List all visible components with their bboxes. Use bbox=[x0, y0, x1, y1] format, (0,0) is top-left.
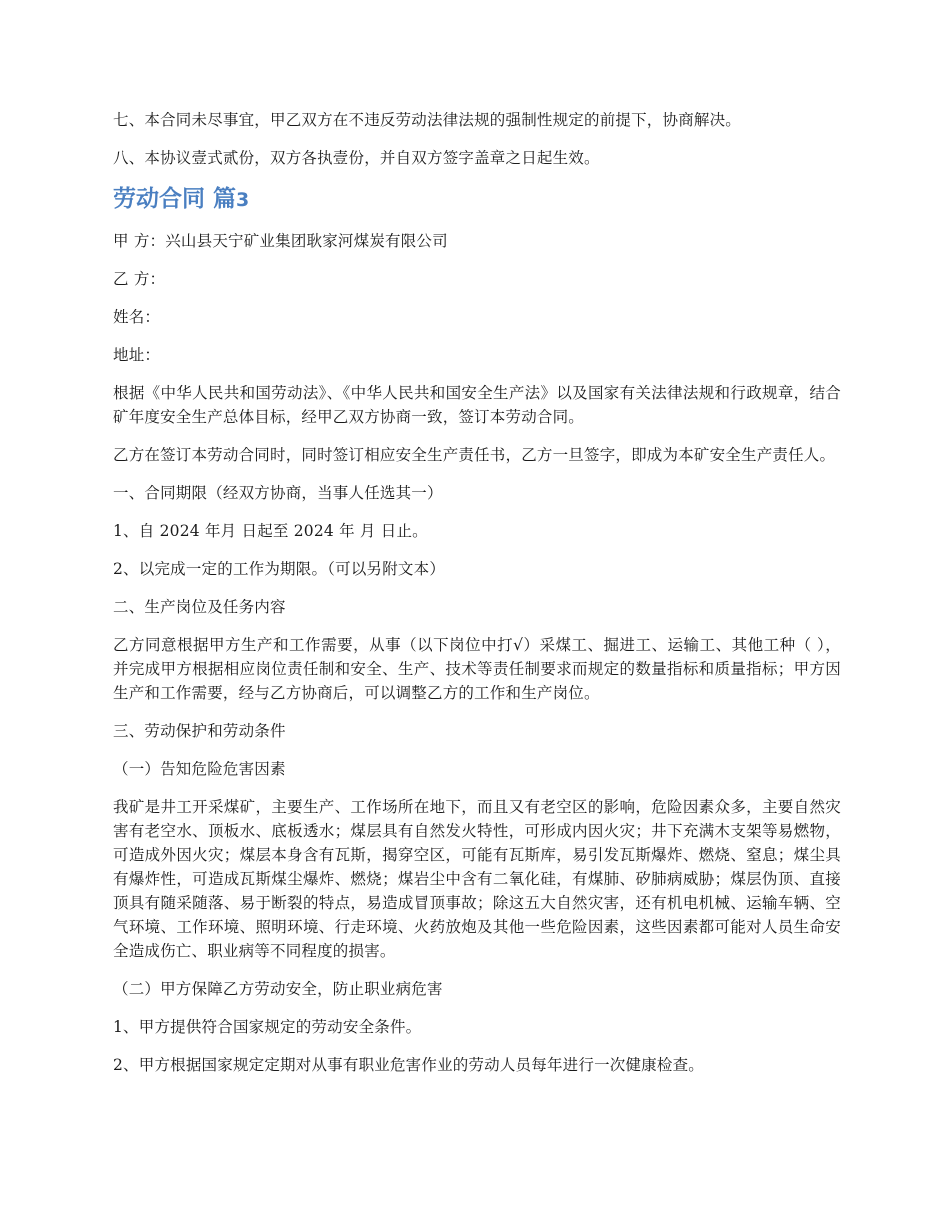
paragraph-term-heading: 一、合同期限（经双方协商，当事人任选其一） bbox=[113, 484, 443, 502]
paragraph-hazard-heading: （一）告知危险危害因素 bbox=[113, 760, 286, 778]
paragraph-clause-8: 八、本协议壹式贰份，双方各执壹份，并自双方签字盖章之日起生效。 bbox=[113, 149, 600, 167]
paragraph-responsibility: 乙方在签订本劳动合同时，同时签订相应安全生产责任书，乙方一旦签字，即成为本矿安全生产责任人。 bbox=[113, 446, 836, 464]
section-title: 劳动合同 篇 bbox=[113, 186, 237, 212]
paragraph-term-option-2: 2、以完成一定的工作为期限。（可以另附文本） bbox=[113, 560, 446, 578]
section-heading bbox=[113, 184, 841, 215]
paragraph-safety-item-1: 1、甲方提供符合国家规定的劳动安全条件。 bbox=[113, 1018, 422, 1036]
paragraph-position-heading: 二、生产岗位及任务内容 bbox=[113, 598, 286, 616]
paragraph-name: 姓名： bbox=[113, 308, 161, 326]
paragraph-term-option-1: 1、自 2024 年月 日起至 2024 年 月 日止。 bbox=[113, 522, 428, 540]
paragraph-safety-heading: （二）甲方保障乙方劳动安全，防止职业病危害 bbox=[113, 980, 443, 998]
paragraph-clause-7: 七、本合同未尽事宜，甲乙双方在不违反劳动法律法规的强制性规定的前提下，协商解决。 bbox=[113, 111, 742, 129]
paragraph-address: 地址： bbox=[113, 346, 161, 364]
paragraph-legal-basis: 根据《中华人民共和国劳动法》、《中华人民共和国安全生产法》以及国家有关法律法规和行政规章，结合矿年度安全生产总体目标，经甲乙双方协商一致，签订本劳动合同。 bbox=[113, 384, 841, 426]
section-number: 3 bbox=[236, 189, 250, 211]
document-page bbox=[113, 108, 841, 1091]
paragraph-position-content: 乙方同意根据甲方生产和工作需要，从事（以下岗位中打√）采煤工、掘进工、运输工、其他工种（ ），并完成甲方根据相应岗位责任制和安全、生产、技术等责任制要求而规定的数量指标和质量指标；甲方因生产和工作需要，经与乙方协商后，可以调整乙方的工作和生产岗位。 bbox=[113, 636, 841, 702]
paragraph-safety-item-2: 2、甲方根据国家规定定期对从事有职业危害作业的劳动人员每年进行一次健康检查。 bbox=[113, 1056, 704, 1074]
paragraph-hazard-content: 我矿是井工开采煤矿，主要生产、工作场所在地下，而且又有老空区的影响，危险因素众多，主要自然灾害有老空水、顶板水、底板透水；煤层具有自然发火特性，可形成内因火灾；井下充满木支架等易燃物，可造成外因火灾；煤层本身含有瓦斯，揭穿空区，可能有瓦斯库，易引发瓦斯爆炸、燃烧、窒息；煤尘具有爆炸性，可造成瓦斯煤尘爆炸、燃烧；煤岩尘中含有二氧化硅，有煤肺、矽肺病威胁；煤层伪顶、直接顶具有随采随落、易于断裂的特点，易造成冒顶事故；除这五大自然灾害，还有机电机械、运输车辆、空气环境、工作环境、照明环境、行走环境、火药放炮及其他一些危险因素，这些因素都可能对人员生命安全造成伤亡、职业病等不同程度的损害。 bbox=[113, 798, 841, 960]
paragraph-party-b: 乙 方： bbox=[113, 270, 166, 288]
paragraph-party-a: 甲 方：兴山县天宁矿业集团耿家河煤炭有限公司 bbox=[113, 232, 448, 250]
paragraph-protection-heading: 三、劳动保护和劳动条件 bbox=[113, 722, 286, 740]
